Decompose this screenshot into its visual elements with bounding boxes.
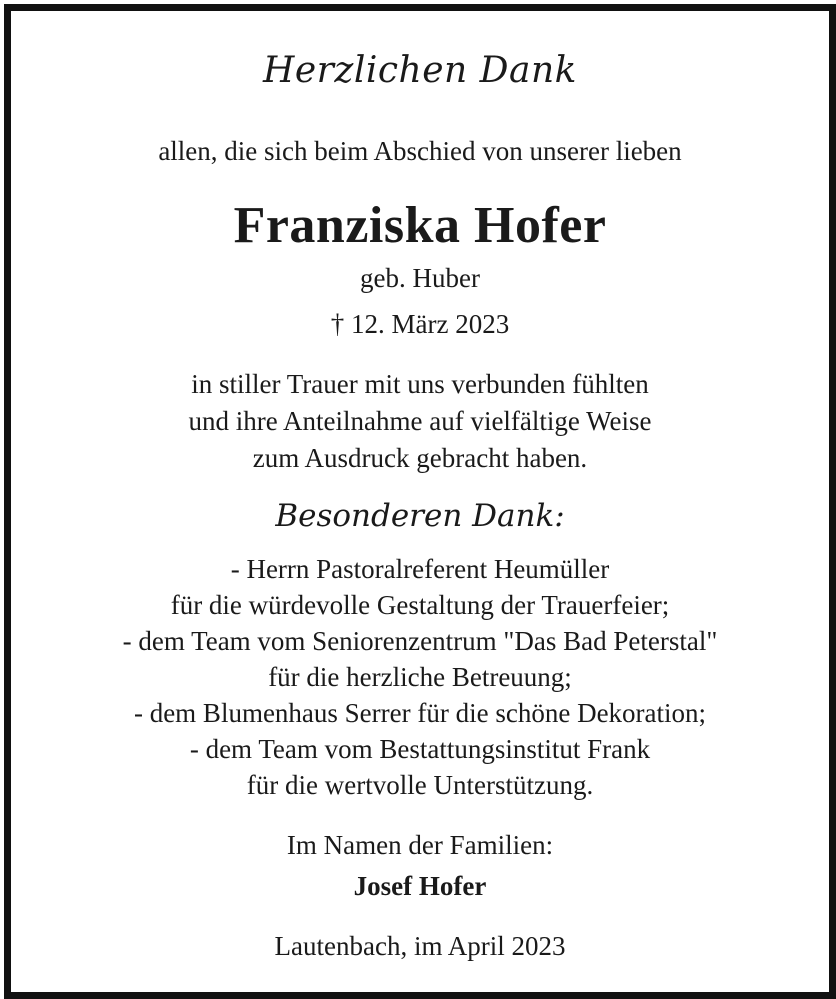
place-date: Lautenbach, im April 2023 — [274, 931, 566, 961]
thanks-line: in stiller Trauer mit uns verbunden fühlten — [191, 369, 649, 399]
special-thanks-line: für die herzliche Betreuung; — [268, 662, 572, 692]
thanks-line: und ihre Anteilnahme auf vielfältige Weise — [188, 406, 652, 436]
notice-frame — [4, 4, 836, 999]
signer-name: Josef Hofer — [353, 871, 487, 901]
special-thanks-line: für die würdevolle Gestaltung der Trauerfeier; — [170, 590, 670, 620]
intro-text: allen, die sich beim Abschied von unserer lieben — [158, 136, 682, 166]
special-thanks-line: - dem Blumenhaus Serrer für die schöne Dekoration; — [133, 698, 707, 728]
death-date: † 12. März 2023 — [330, 309, 510, 339]
birth-name: geb. Huber — [360, 263, 480, 293]
signature-intro: Im Namen der Familien: — [286, 830, 554, 860]
special-thanks-line: für die wertvolle Unterstützung. — [246, 770, 594, 800]
special-thanks-line: - dem Team vom Bestattungsinstitut Frank — [189, 734, 651, 764]
thanks-line: zum Ausdruck gebracht haben. — [252, 443, 588, 473]
notice-heading: Herzlichen Dank — [262, 50, 577, 91]
special-thanks-heading: Besonderen Dank: — [275, 498, 565, 534]
special-thanks-line: - dem Team vom Seniorenzentrum "Das Bad Peterstal" — [122, 626, 718, 656]
deceased-name: Franziska Hofer — [233, 197, 607, 254]
special-thanks-line: - Herrn Pastoralreferent Heumüller — [230, 554, 610, 584]
